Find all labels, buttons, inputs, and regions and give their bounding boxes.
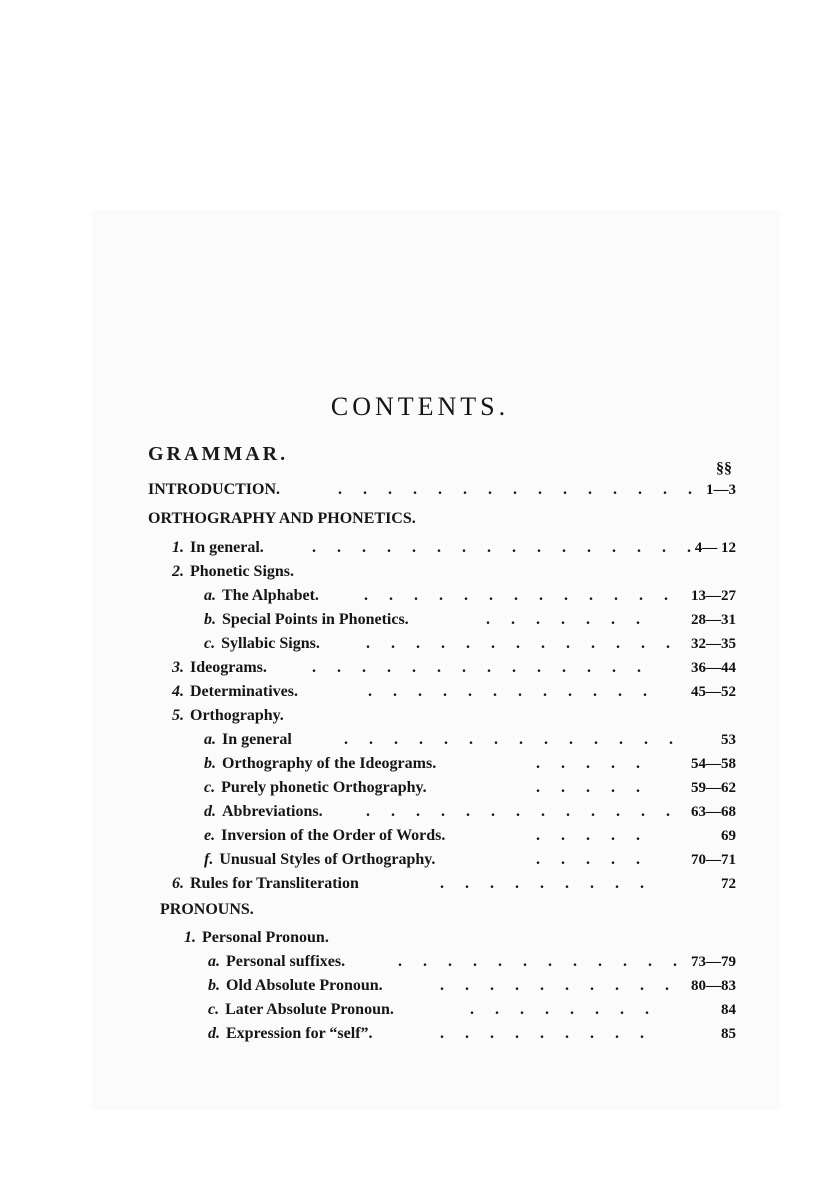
entry-ref: 32—35 [691, 636, 736, 652]
leader-dots: . . . . . . . . . [440, 1025, 653, 1042]
entry-ref: 70—71 [691, 852, 736, 868]
section-column-head: §§ [716, 460, 732, 477]
leader-dots: . . . . . . . . . . . . . . . . [312, 539, 700, 556]
entry-ref: 13—27 [691, 588, 736, 604]
entry-number: 3. [172, 659, 184, 676]
leader-dots: . . . . . [536, 851, 649, 868]
leader-dots: . . . . . . . . . . [440, 977, 678, 994]
entry-number: d. [208, 1025, 220, 1042]
entry-ref: 54—58 [691, 756, 736, 772]
leader-dots: . . . . . . . . [470, 1001, 658, 1018]
leader-dots: . . . . . . . . . . . . . [366, 635, 679, 652]
entry-label: Later Absolute Pronoun. [225, 1001, 394, 1018]
leader-dots: . . . . . [536, 755, 649, 772]
entry-number: a. [208, 953, 220, 970]
entry-label: Ideograms. [190, 659, 267, 676]
entry-number: 4. [172, 683, 184, 700]
entry-ref: 72 [721, 876, 736, 892]
entry-ref: 1—3 [706, 482, 736, 498]
entry-number: c. [204, 635, 216, 652]
leader-dots: . . . . . . . . . . . . . [366, 803, 679, 820]
leader-dots: . . . . . [536, 779, 649, 796]
entry-number: a. [204, 587, 216, 604]
entry-number: 1. [184, 929, 196, 946]
entry-label: Rules for Transliteration [190, 875, 359, 892]
entry-number: f. [204, 851, 214, 868]
entry-ref: 36—44 [691, 660, 736, 676]
leader-dots: . . . . . . . . . . . . . . [312, 659, 650, 676]
entry-ref: 63—68 [691, 804, 736, 820]
leader-dots: . . . . . . . . . . . . . . . [338, 481, 701, 498]
entry-ref: 45—52 [691, 684, 736, 700]
page-title: CONTENTS. [330, 392, 510, 421]
entry-label: Personal Pronoun. [202, 929, 329, 946]
entry-label: Special Points in Phonetics. [222, 611, 409, 628]
entry-ref: 4— 12 [694, 540, 736, 556]
entry-label: Inversion of the Order of Words. [221, 827, 446, 844]
entry-ref: 80—83 [691, 978, 736, 994]
entry-number: b. [204, 755, 216, 772]
leader-dots: . . . . . . . . . [440, 875, 653, 892]
leader-dots: . . . . . . . . . . . . . . [344, 731, 682, 748]
entry-label: Unusual Styles of Orthography. [219, 851, 436, 868]
entry-label: In general. [190, 539, 264, 556]
entry-number: d. [204, 803, 216, 820]
entry-label: INTRODUCTION. [148, 481, 281, 498]
entry-label: Purely phonetic Orthography. [221, 779, 427, 796]
part-heading: GRAMMAR. [148, 443, 289, 465]
entry-number: c. [204, 779, 216, 796]
entry-number: c. [208, 1001, 220, 1018]
leader-dots: . . . . . [536, 827, 649, 844]
entry-number: 6. [172, 875, 184, 892]
entry-number: 1. [172, 539, 184, 556]
entry-label: ORTHOGRAPHY AND PHONETICS. [148, 510, 416, 527]
entry-number: b. [208, 977, 220, 994]
entry-ref: 84 [721, 1002, 736, 1018]
entry-label: Orthography. [190, 707, 284, 724]
entry-label: Phonetic Signs. [190, 563, 295, 580]
entry-ref: 59—62 [691, 780, 736, 796]
entry-number: a. [204, 731, 216, 748]
entry-number: 5. [172, 707, 184, 724]
entry-label: Abbreviations. [222, 803, 323, 820]
entry-label: PRONOUNS. [160, 901, 254, 918]
entry-label: The Alphabet. [222, 587, 319, 604]
leader-dots: . . . . . . . . . . . . . [364, 587, 677, 604]
entry-ref: 28—31 [691, 612, 736, 628]
leader-dots: . . . . . . . [486, 611, 649, 628]
entry-label: Personal suffixes. [226, 953, 346, 970]
leader-dots: . . . . . . . . . . . . [368, 683, 656, 700]
entry-label: Expression for “self”. [226, 1025, 373, 1042]
entry-number: e. [204, 827, 216, 844]
entry-ref: 69 [721, 828, 736, 844]
entry-label: In general [222, 731, 292, 748]
entry-label: Old Absolute Pronoun. [226, 977, 383, 994]
entry-label: Determinatives. [190, 683, 298, 700]
entry-number: b. [204, 611, 216, 628]
entry-ref: 85 [721, 1026, 736, 1042]
entry-label: Orthography of the Ideograms. [222, 755, 437, 772]
leader-dots: . . . . . . . . . . . . [398, 953, 686, 970]
entry-ref: 73—79 [691, 954, 736, 970]
entry-label: Syllabic Signs. [221, 635, 320, 652]
entry-number: 2. [172, 563, 184, 580]
entry-ref: 53 [721, 732, 736, 748]
